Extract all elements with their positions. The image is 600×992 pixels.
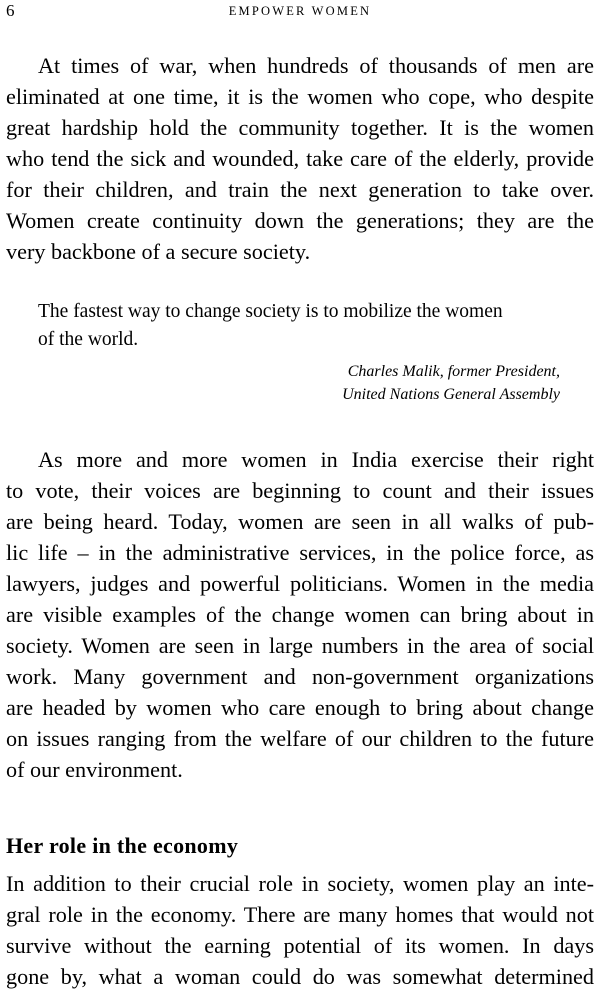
text-line: who tend the sick and wounded, take care of the elderly, provide: [6, 146, 594, 171]
text-line: As more and more women in India exercise their right: [38, 447, 594, 472]
text-line: gral role in the economy. There are many homes that would not: [6, 902, 594, 927]
block-quote: [38, 298, 560, 354]
text-line: gone by, what a woman could do was somewhat determined: [6, 964, 594, 989]
text-line: survive without the earning potential of its women. In days: [6, 933, 594, 958]
page-number: 6: [6, 1, 15, 20]
paragraph-india: [6, 444, 594, 785]
attribution-line: United Nations General Assembly: [342, 386, 560, 403]
running-head: EMPOWER WOMEN: [228, 4, 372, 18]
text-line: of our environment.: [6, 757, 183, 782]
text-line: At times of war, when hundreds of thousands of men are: [38, 53, 594, 78]
quote-line: of the world.: [38, 329, 139, 350]
text-line: great hardship hold the community together. It is the women: [6, 115, 594, 140]
attribution-line: Charles Malik, former President,: [347, 363, 560, 380]
text-line: for their children, and train the next generation to take over.: [6, 177, 594, 202]
text-line: Women create continuity down the generations; they are the: [6, 208, 594, 233]
paragraph-economy: [6, 868, 594, 992]
text-line: are visible examples of the change women can bring about in: [6, 602, 594, 627]
text-line: are headed by women who care enough to bring about change: [6, 695, 594, 720]
text-line: In addition to their crucial role in society, women play an inte-: [6, 871, 594, 896]
quote-attribution: [342, 360, 560, 406]
text-line: are being heard. Today, women are seen in all walks of pub-: [6, 509, 594, 534]
section-heading: Her role in the economy: [6, 833, 239, 858]
text-line: lawyers, judges and powerful politicians. Women in the media: [6, 571, 594, 596]
text-line: lic life – in the administrative services, in the police force, as: [6, 540, 594, 565]
text-line: society. Women are seen in large numbers in the area of social: [6, 633, 594, 658]
text-line: very backbone of a secure society.: [6, 239, 311, 264]
text-line: work. Many government and non-government organizations: [6, 664, 594, 689]
text-line: to vote, their voices are beginning to count and their issues: [6, 478, 594, 503]
text-line: on issues ranging from the welfare of our children to the future: [6, 726, 594, 751]
paragraph-war: [6, 50, 594, 267]
quote-line: The fastest way to change society is to mobilize the women: [38, 301, 503, 322]
text-line: eliminated at one time, it is the women who cope, who despite: [6, 84, 594, 109]
